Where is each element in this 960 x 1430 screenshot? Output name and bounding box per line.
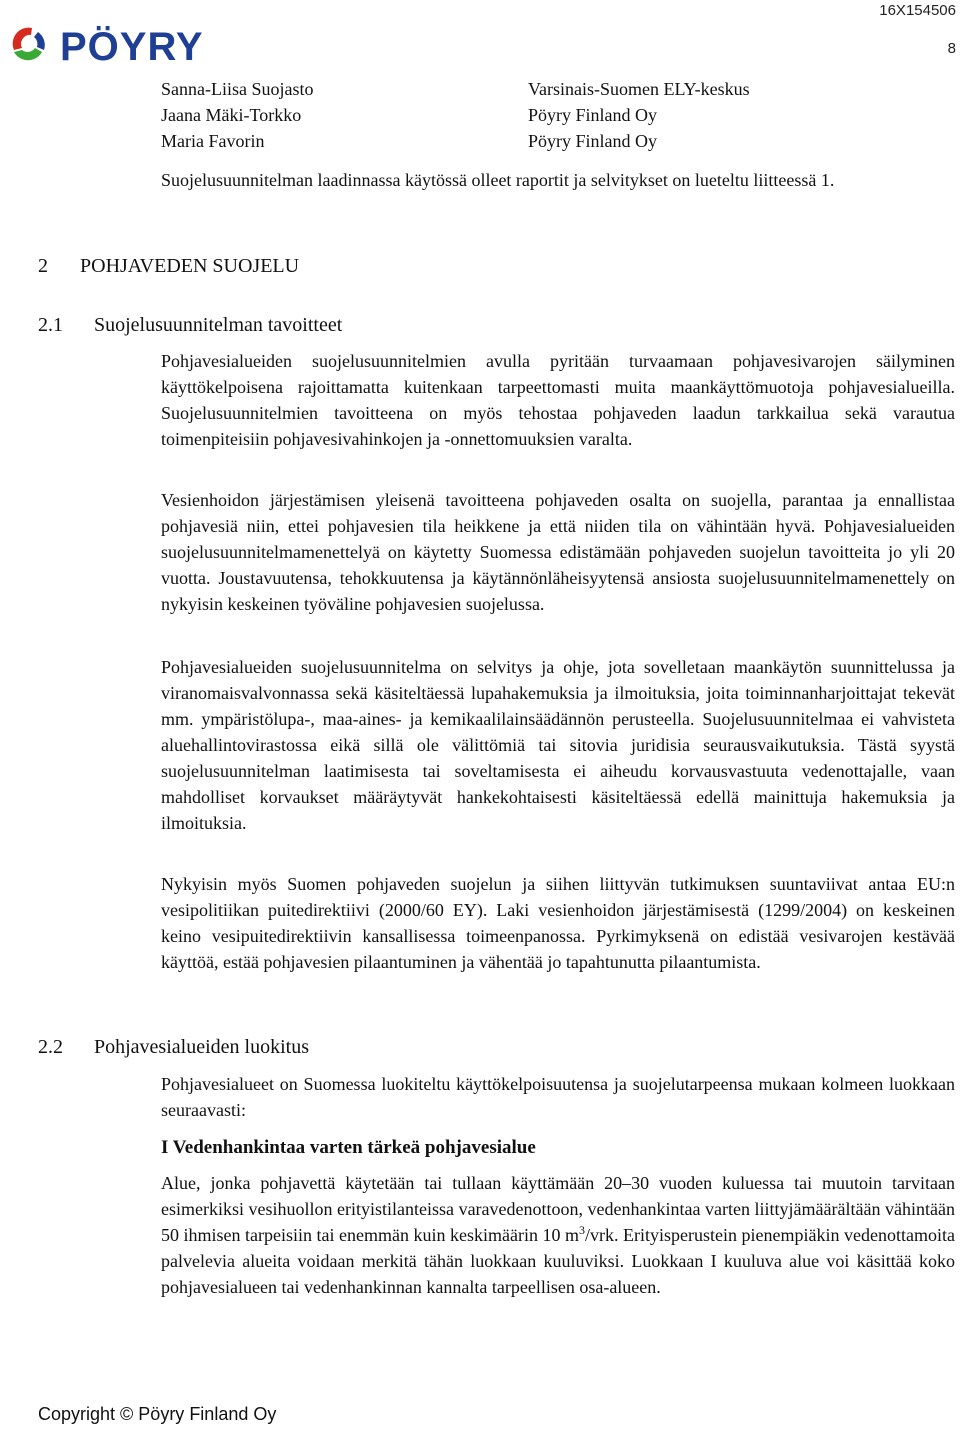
- section-number: 2: [38, 255, 48, 277]
- class-i-paragraph: [161, 1170, 955, 1300]
- class-i-text-part: Alue, jonka pohjavettä käytetään tai tullaan käyttämään 20–30 vuoden kuluessa tai muutoin tarvitaan esimerkiksi vesihuollon erityistilanteissa varavedenottoon, vedenhankintaa varten liittyjämäärältään vähintään 50 ihmisen tarpeisiin tai enemmän kuin keskimäärin 10 m: [161, 1173, 955, 1245]
- section-title: POHJAVEDEN SUOJELU: [80, 255, 300, 277]
- section-number: 2.2: [38, 1036, 63, 1058]
- contributor-organization: Pöyry Finland Oy: [528, 105, 658, 125]
- section-2-heading: [38, 253, 299, 279]
- section-2-2-heading: [38, 1034, 309, 1060]
- contributors-list: [161, 76, 921, 154]
- body-paragraph: Pohjavesialueiden suojelusuunnitelmien avulla pyritään turvaamaan pohjavesivarojen säilyminen käyttökelpoisena rajoittamatta kuitenkaan tarpeettomasti muita maankäyttömuotoja pohjavesialueilla. Suojelusuunnitelmien tavoitteena on myös tehostaa pohjaveden laadun tarkkailua sekä varautua toimenpiteisiin pohjavesivahinkojen ja -onnettomuuksien varalta.: [161, 351, 955, 449]
- document-id: 16X154506: [879, 2, 956, 19]
- section-number: 2.1: [38, 314, 63, 336]
- classification-intro: Pohjavesialueet on Suomessa luokiteltu käyttökelpoisuutensa ja suojelutarpeensa mukaan kolmeen luokkaan seuraavasti:: [161, 1074, 955, 1120]
- contributor-organization: Pöyry Finland Oy: [528, 131, 658, 151]
- section-2-1-heading: [38, 312, 342, 338]
- cubic-superscript: 3: [579, 1223, 586, 1237]
- class-i-heading: I Vedenhankintaa varten tärkeä pohjavesialue: [161, 1137, 536, 1158]
- contributor-row: [161, 102, 921, 128]
- page-number: 8: [947, 40, 956, 57]
- section-title: Pohjavesialueiden luokitus: [94, 1036, 309, 1058]
- contributor-row: [161, 76, 921, 102]
- footer-copyright: Copyright © Pöyry Finland Oy: [38, 1404, 277, 1424]
- class-i-text-part: /vrk. Erityisperustein pienempiäkin vedenottamoita palvelevia alueita voidaan merkitä tähän luokkaan kuuluviksi. Luokkaan I kuuluva alue voi käsittää koko pohjavesialueen tai vedenhankinnan kannalta tarpeellisen osa-alueen.: [161, 1225, 955, 1297]
- poyry-logo: [4, 22, 250, 66]
- contributor-name: Sanna-Liisa Suojasto: [161, 79, 314, 99]
- contributor-name: Jaana Mäki-Torkko: [161, 105, 302, 125]
- body-paragraph: Pohjavesialueiden suojelusuunnitelma on selvitys ja ohje, jota sovelletaan maankäytön suunnittelussa ja viranomaisvalvonnassa sekä käsiteltäessä lupahakemuksia ja ilmoituksia, joita toiminnanharjoittajat tekevät mm. ympäristölupa-, maa-aines- ja kemikaalilainsäädännön perusteella. Suojelusuunnitelmaa ei vahvisteta aluehallintovirastossa eikä sillä ole välittömiä tai sitovia juridisia seurausvaikutuksia. Tästä syystä suojelusuunnitelman laatimisesta tai soveltamisesta ei aiheudu korvausvastuuta vedenottajalle, vaan mahdolliset korvaukset määräytyvät hankekohtaisesti käsiteltäessä edellä mainittuja hakemuksia ja ilmoituksia.: [161, 657, 955, 833]
- body-paragraph: Nykyisin myös Suomen pohjaveden suojelun ja siihen liittyvän tutkimuksen suuntaviivat antaa EU:n vesipolitiikan puitedirektiivi (2000/60 EY). Laki vesienhoidon järjestämisestä (1299/2004) on keskeinen keino vesipuitedirektiivin kansallisessa toimeenpanossa. Pyrkimyksenä on edistää vesivarojen kestävää käyttöä, estää pohjavesien pilaantuminen ja vähentää jo tapahtunutta pilaantumista.: [161, 874, 955, 972]
- page-header: [0, 0, 960, 70]
- svg-text:PÖYRY: PÖYRY: [60, 25, 204, 66]
- intro-paragraph: Suojelusuunnitelman laadinnassa käytössä olleet raportit ja selvitykset on lueteltu liitteessä 1.: [161, 170, 835, 190]
- contributor-row: [161, 128, 921, 154]
- contributor-name: Maria Favorin: [161, 131, 265, 151]
- body-paragraph: Vesienhoidon järjestämisen yleisenä tavoitteena pohjaveden osalta on suojella, parantaa ja ennallistaa pohjavesiä niin, ettei pohjavesien tila heikkene ja että niiden tila on vähintään hyvä. Pohjavesialueiden suojelusuunnitelmamenettelyä on käytetty Suomessa edistämään pohjaveden suojelun tavoitteita jo yli 20 vuotta. Joustavuutensa, tehokkuutensa ja käytännönläheisyytensä ansiosta suojelusuunnitelmamenettely on nykyisin keskeinen työväline pohjavesien suojelussa.: [161, 490, 955, 614]
- contributor-organization: Varsinais-Suomen ELY-keskus: [528, 79, 750, 99]
- section-title: Suojelusuunnitelman tavoitteet: [94, 314, 343, 336]
